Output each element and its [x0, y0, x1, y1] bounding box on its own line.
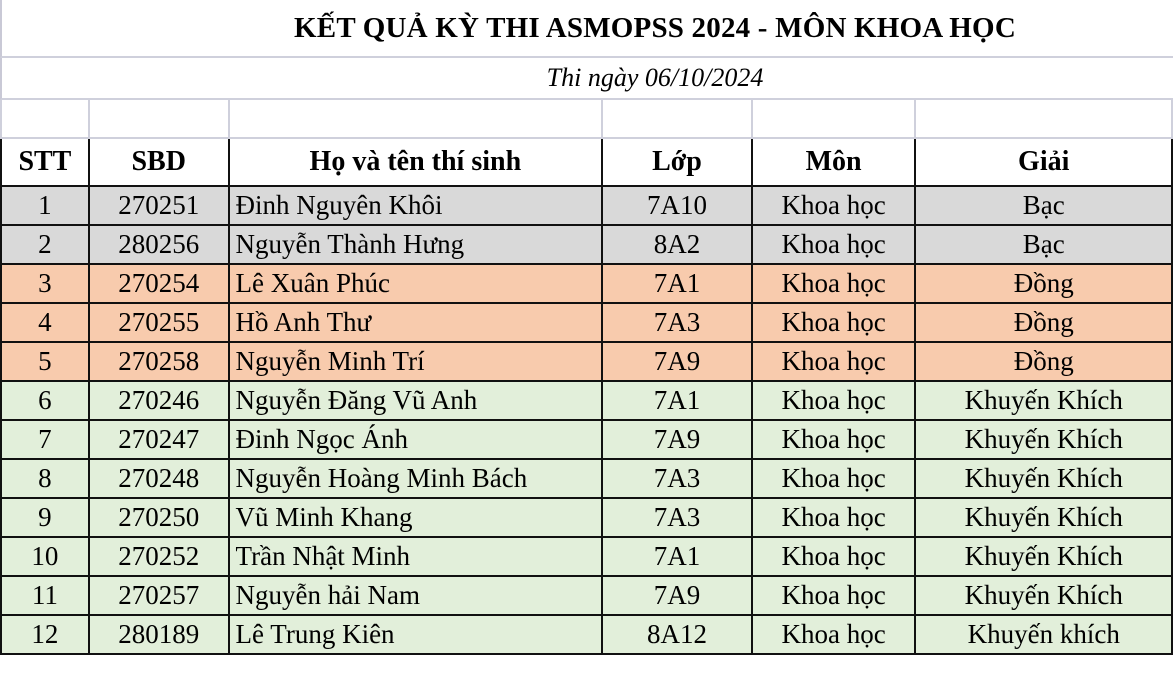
cell-stt[interactable]: 4	[1, 303, 89, 342]
header-subject[interactable]: Môn	[752, 138, 916, 186]
cell-subject[interactable]: Khoa học	[752, 615, 916, 654]
header-name[interactable]: Họ và tên thí sinh	[229, 138, 603, 186]
cell-stt[interactable]: 9	[1, 498, 89, 537]
table-row	[1, 342, 1172, 381]
table-row	[1, 225, 1172, 264]
cell-subject[interactable]: Khoa học	[752, 225, 916, 264]
cell-award[interactable]: Khuyến Khích	[915, 498, 1172, 537]
cell-award[interactable]: Khuyến Khích	[915, 381, 1172, 420]
table-row	[1, 615, 1172, 654]
cell-name[interactable]: Nguyễn Thành Hưng	[229, 225, 603, 264]
exam-date: Thi ngày 06/10/2024	[546, 63, 764, 92]
cell-class[interactable]: 7A3	[602, 498, 752, 537]
cell-sbd[interactable]: 270250	[89, 498, 229, 537]
table-body	[1, 186, 1172, 654]
header-stt[interactable]: STT	[1, 138, 89, 186]
cell-name[interactable]: Đinh Ngọc Ánh	[229, 420, 603, 459]
cell-award[interactable]: Khuyến Khích	[915, 537, 1172, 576]
cell-class[interactable]: 7A3	[602, 459, 752, 498]
cell-sbd[interactable]: 280189	[89, 615, 229, 654]
cell-class[interactable]: 7A9	[602, 576, 752, 615]
cell-name[interactable]: Nguyễn hải Nam	[229, 576, 603, 615]
cell-name[interactable]: Hồ Anh Thư	[229, 303, 603, 342]
cell-class[interactable]: 7A1	[602, 264, 752, 303]
cell-class[interactable]: 7A3	[602, 303, 752, 342]
blank-cell[interactable]	[602, 100, 752, 138]
cell-stt[interactable]: 11	[1, 576, 89, 615]
cell-name[interactable]: Lê Trung Kiên	[229, 615, 603, 654]
cell-name[interactable]: Trần Nhật Minh	[229, 537, 603, 576]
cell-award[interactable]: Bạc	[915, 186, 1172, 225]
cell-stt[interactable]: 7	[1, 420, 89, 459]
cell-sbd[interactable]: 270247	[89, 420, 229, 459]
cell-class[interactable]: 7A1	[602, 537, 752, 576]
cell-name[interactable]: Lê Xuân Phúc	[229, 264, 603, 303]
cell-class[interactable]: 7A9	[602, 342, 752, 381]
cell-stt[interactable]: 12	[1, 615, 89, 654]
cell-award[interactable]: Khuyến khích	[915, 615, 1172, 654]
cell-class[interactable]: 7A1	[602, 381, 752, 420]
cell-stt[interactable]: 1	[1, 186, 89, 225]
cell-sbd[interactable]: 270258	[89, 342, 229, 381]
cell-class[interactable]: 8A2	[602, 225, 752, 264]
cell-subject[interactable]: Khoa học	[752, 576, 916, 615]
blank-cell[interactable]	[915, 100, 1172, 138]
cell-stt[interactable]: 10	[1, 537, 89, 576]
cell-award[interactable]: Đồng	[915, 264, 1172, 303]
cell-name[interactable]: Nguyễn Đăng Vũ Anh	[229, 381, 603, 420]
cell-sbd[interactable]: 270251	[89, 186, 229, 225]
cell-subject[interactable]: Khoa học	[752, 537, 916, 576]
cell-subject[interactable]: Khoa học	[752, 186, 916, 225]
cell-stt[interactable]: 6	[1, 381, 89, 420]
cell-sbd[interactable]: 270254	[89, 264, 229, 303]
cell-name[interactable]: Nguyễn Hoàng Minh Bách	[229, 459, 603, 498]
blank-row	[1, 100, 1172, 138]
cell-stt[interactable]: 2	[1, 225, 89, 264]
cell-award[interactable]: Khuyến Khích	[915, 576, 1172, 615]
cell-subject[interactable]: Khoa học	[752, 459, 916, 498]
cell-name[interactable]: Nguyễn Minh Trí	[229, 342, 603, 381]
blank-cell[interactable]	[752, 100, 916, 138]
cell-sbd[interactable]: 270255	[89, 303, 229, 342]
blank-cell[interactable]	[1, 100, 89, 138]
cell-award[interactable]: Đồng	[915, 342, 1172, 381]
header-award[interactable]: Giải	[915, 138, 1172, 186]
cell-subject[interactable]: Khoa học	[752, 264, 916, 303]
cell-subject[interactable]: Khoa học	[752, 303, 916, 342]
cell-subject[interactable]: Khoa học	[752, 381, 916, 420]
cell-subject[interactable]: Khoa học	[752, 420, 916, 459]
cell-name[interactable]: Đinh Nguyên Khôi	[229, 186, 603, 225]
cell-sbd[interactable]: 270246	[89, 381, 229, 420]
cell-stt[interactable]: 3	[1, 264, 89, 303]
cell-stt[interactable]: 5	[1, 342, 89, 381]
header-class[interactable]: Lớp	[602, 138, 752, 186]
table-row	[1, 459, 1172, 498]
cell-sbd[interactable]: 270248	[89, 459, 229, 498]
cell-class[interactable]: 7A10	[602, 186, 752, 225]
header-sbd[interactable]: SBD	[89, 138, 229, 186]
header-row	[1, 138, 1172, 186]
table-row	[1, 264, 1172, 303]
page-title: KẾT QUẢ KỲ THI ASMOPSS 2024 - MÔN KHOA HỌC	[294, 11, 1016, 44]
cell-award[interactable]: Bạc	[915, 225, 1172, 264]
date-row	[0, 58, 1173, 100]
cell-stt[interactable]: 8	[1, 459, 89, 498]
cell-sbd[interactable]: 280256	[89, 225, 229, 264]
table-row	[1, 186, 1172, 225]
cell-award[interactable]: Khuyến Khích	[915, 420, 1172, 459]
cell-subject[interactable]: Khoa học	[752, 342, 916, 381]
cell-sbd[interactable]: 270252	[89, 537, 229, 576]
cell-name[interactable]: Vũ Minh Khang	[229, 498, 603, 537]
cell-subject[interactable]: Khoa học	[752, 498, 916, 537]
table-row	[1, 303, 1172, 342]
table-row	[1, 420, 1172, 459]
cell-award[interactable]: Đồng	[915, 303, 1172, 342]
cell-class[interactable]: 7A9	[602, 420, 752, 459]
table-row	[1, 498, 1172, 537]
blank-cell[interactable]	[89, 100, 229, 138]
title-row	[0, 0, 1173, 58]
results-table	[0, 100, 1173, 655]
cell-class[interactable]: 8A12	[602, 615, 752, 654]
blank-cell[interactable]	[229, 100, 603, 138]
cell-sbd[interactable]: 270257	[89, 576, 229, 615]
table-row	[1, 381, 1172, 420]
table-row	[1, 576, 1172, 615]
cell-award[interactable]: Khuyến Khích	[915, 459, 1172, 498]
table-row	[1, 537, 1172, 576]
